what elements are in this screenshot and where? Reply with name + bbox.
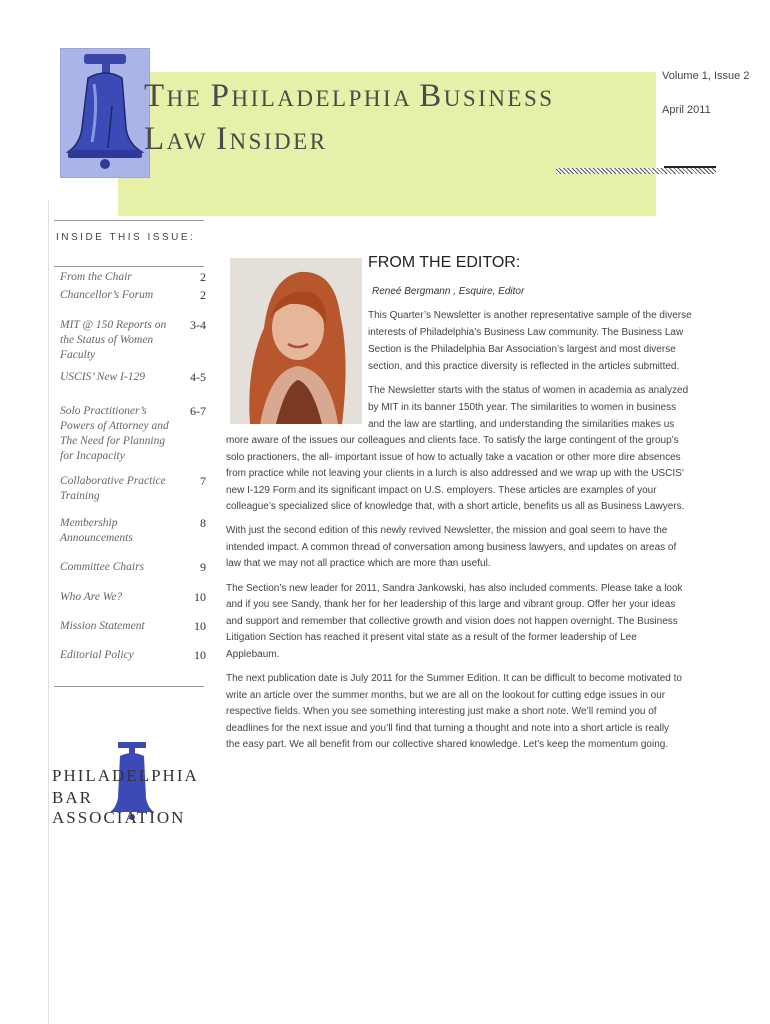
article-line: solo practioners, the all- important issue of how to actually take a vacation or other more dire absences bbox=[226, 452, 681, 463]
newsletter-title bbox=[144, 76, 664, 162]
article-line: colleague’s specialized slice of knowledge that, with a short article, benefits us all as Business Lawyers. bbox=[226, 501, 685, 512]
article-line: This Quarter’s Newsletter is another representative sample of the diverse bbox=[368, 310, 692, 321]
article-line: Section is the Philadelphia Bar Association’s largest and most diverse bbox=[368, 344, 676, 355]
inside-this-issue-label: INSIDE THIS ISSUE: bbox=[56, 232, 196, 243]
article-heading: FROM THE EDITOR: bbox=[368, 254, 521, 271]
toc-item-page: 3-4 bbox=[190, 318, 206, 332]
toc-item-page: 8 bbox=[200, 516, 206, 530]
issue-date: April 2011 bbox=[662, 104, 711, 116]
toc-item-page: 2 bbox=[200, 288, 206, 302]
article-line: Litigation Section has reached it present vital state as a result of the former leadership of Lee bbox=[226, 632, 637, 643]
article-line: With just the second edition of this newly revived Newsletter, the mission and goal seem to have the bbox=[226, 525, 668, 536]
toc-item-title: Solo Practitioner’s Powers of Attorney and The Need for Planning for Incapacity bbox=[60, 405, 169, 462]
article-line: from practice while not leaving your clients in a lurch is also addressed and we wrap up with the USCIS’ bbox=[226, 468, 684, 479]
issue-volume: Volume 1, Issue 2 bbox=[662, 70, 750, 82]
toc-item-page: 7 bbox=[200, 474, 206, 488]
article-line: The Newsletter starts with the status of women in academia as analyzed bbox=[368, 385, 689, 396]
bar-logo-line2: BAR ASSOCIATION bbox=[52, 788, 186, 827]
article-line: new I-129 Form and its significant impact on U.S. employers. These articles are examples of your bbox=[226, 485, 657, 496]
article-line: interests of Philadelphia’s Business Law community. The Business Law bbox=[368, 327, 684, 338]
toc-item-title: Editorial Policy bbox=[60, 649, 134, 661]
editor-photo bbox=[230, 258, 362, 424]
article-line: section, and this practice diversity is reflected in the articles submitted. bbox=[368, 361, 680, 372]
toc-item-title: Mission Statement bbox=[60, 620, 145, 632]
article-line: The Section’s new leader for 2011, Sandra Jankowski, has also included comments. Please take a look bbox=[226, 583, 683, 594]
article-line: law that we may not all practice which are more than useful. bbox=[226, 558, 491, 569]
toc-item-title: Membership Announcements bbox=[60, 517, 133, 544]
article-line: respective fields. When you see something interesting just make a short note. We’ll remind you of bbox=[226, 706, 657, 717]
sidebar-border bbox=[48, 200, 49, 1024]
toc-item-page: 10 bbox=[194, 590, 206, 604]
article-line: the easy part. We all benefit from our collective shared knowledge. Let’s keep the momentum going. bbox=[226, 739, 669, 750]
toc-item-page: 4-5 bbox=[190, 370, 206, 384]
sidebar-divider bbox=[54, 220, 204, 221]
article-line: and if you see Sandy, thank her for her leadership of this large and vibrant group. Offer her your ideas bbox=[226, 599, 676, 610]
article-line: by MIT in its banner 150th year. The similarities to women in business bbox=[368, 402, 677, 413]
toc-item-page: 2 bbox=[200, 270, 206, 284]
toc-item-title: Collaborative Practice Training bbox=[60, 475, 166, 502]
article-line: Applebaum. bbox=[226, 649, 280, 660]
article-line: and the law are startling, and understanding the similarities makes us bbox=[368, 419, 675, 430]
toc-item-title: USCIS’ New I-129 bbox=[60, 371, 145, 383]
title-line-1: THE PHILADELPHIA BUSINESS bbox=[144, 78, 555, 114]
article-byline: Reneé Bergmann , Esquire, Editor bbox=[372, 286, 525, 297]
toc-item-title: Chancellor’s Forum bbox=[60, 289, 154, 301]
title-line-2: LAW INSIDER bbox=[144, 121, 328, 157]
article-line: write an article over the summer months, but we are all on the lookout for cutting edge issues in our bbox=[226, 690, 666, 701]
article-line: intended impact. A common thread of conversation among business lawyers, and updates on areas of bbox=[226, 542, 677, 553]
bar-logo-line1: PHILADELPHIA bbox=[52, 766, 199, 785]
philadelphia-bar-association-logo bbox=[52, 740, 217, 827]
article-line: more aware of the issues our colleagues and clients face. To satisfy the large contingent of the group’s bbox=[226, 435, 679, 446]
sidebar-divider bbox=[54, 686, 204, 687]
toc-item-page: 10 bbox=[194, 648, 206, 662]
toc-item-title: From the Chair bbox=[60, 271, 132, 283]
article-line: The next publication date is July 2011 for the Summer Edition. It can be difficult to become motivated to bbox=[226, 673, 682, 684]
toc-item-title: Who Are We? bbox=[60, 591, 123, 603]
toc-item-page: 10 bbox=[194, 619, 206, 633]
sidebar-divider bbox=[54, 266, 204, 267]
masthead-hatch-divider bbox=[556, 168, 716, 174]
toc-item-title: Committee Chairs bbox=[60, 561, 145, 573]
toc-item-page: 6-7 bbox=[190, 404, 206, 418]
article-line: and support and remember that collective growth and vision does not happen overnight. The Business bbox=[226, 616, 678, 627]
article-line: deadlines for the next issue and you’ll find that turning a thought and note into a short article is really bbox=[226, 723, 670, 734]
toc-item-title: MIT @ 150 Reports on the Status of Women Faculty bbox=[60, 319, 167, 361]
toc-item-page: 9 bbox=[200, 560, 206, 574]
liberty-bell-icon bbox=[58, 48, 150, 178]
